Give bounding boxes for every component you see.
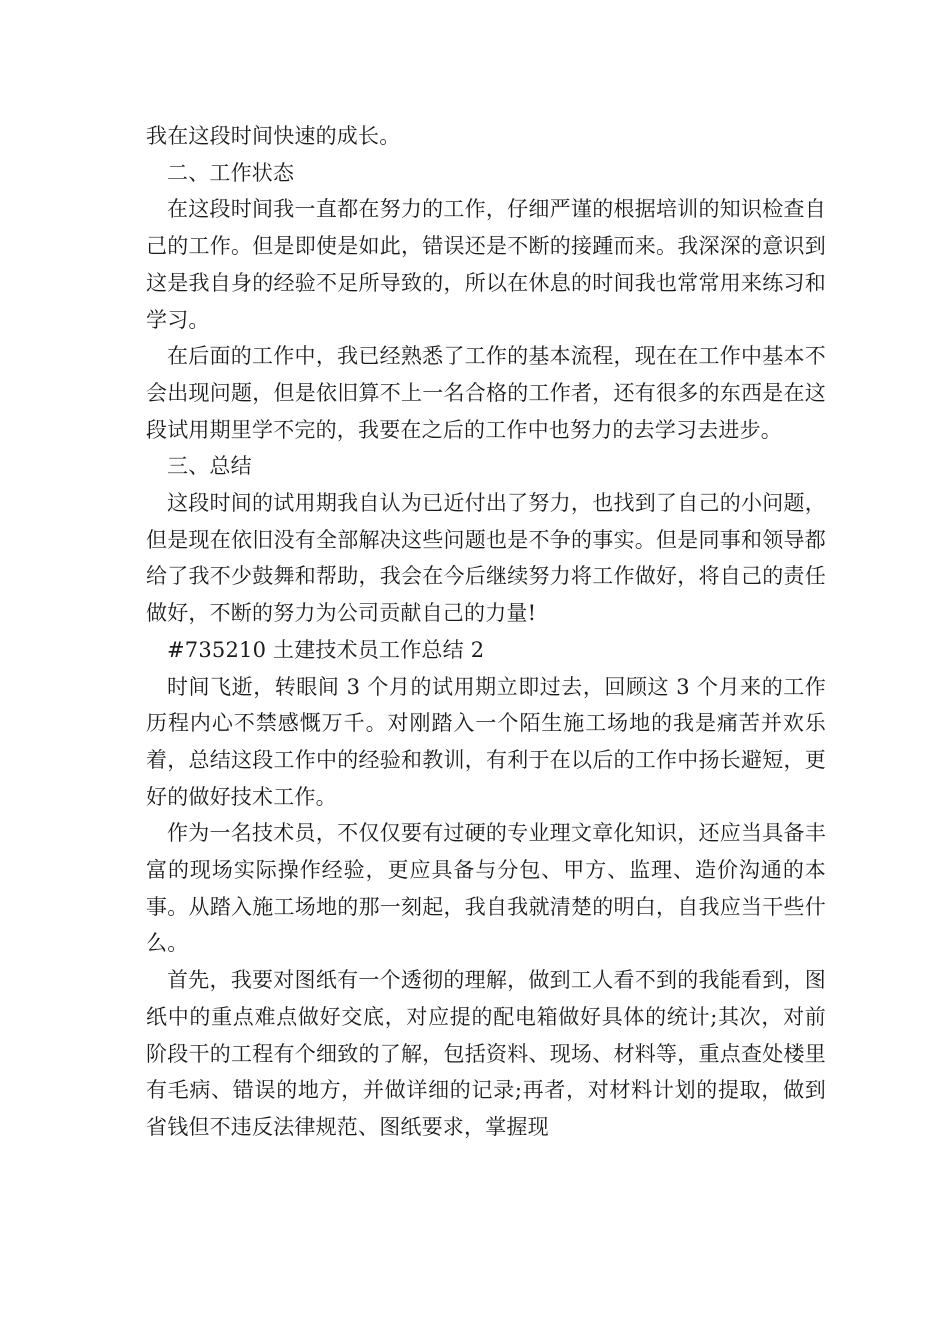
paragraph: 首先，我要对图纸有一个透彻的理解，做到工人看不到的我能看到，图纸中的重点难点做好交底，对应提的配电箱做好具体的统计;其次，对前阶段干的工程有个细致的了解，包括资料、现场、材料等，重点查处楼里有毛病、错误的地方，并做详细的记录;再者，对材料计划的提取，做到省钱但不违反法律规范、图纸要求，掌握现: [146, 968, 826, 1139]
paragraph: 作为一名技术员，不仅仅要有过硬的专业理文章化知识，还应当具备丰富的现场实际操作经验，更应具备与分包、甲方、监理、造价沟通的本事。从踏入施工场地的那一刻起，我自我就清楚的明白，自我应当干些什么。: [146, 821, 826, 956]
paragraph: 时间飞逝，转眼间 3 个月的试用期立即过去，回顾这 3 个月来的工作历程内心不禁感慨万千。对刚踏入一个陌生施工场地的我是痛苦并欢乐着，总结这段工作中的经验和教训，有利于在以后的工作中扬长避短，更好的做好技术工作。: [146, 674, 826, 809]
document-body: [146, 118, 826, 1146]
paragraph: 在这段时间我一直都在努力的工作，仔细严谨的根据培训的知识检查自己的工作。但是即使是如此，错误还是不断的接踵而来。我深深的意识到这是我自身的经验不足所导致的，所以在休息的时间我也常常用来练习和学习。: [146, 197, 826, 332]
paragraph-continuation: 我在这段时间快速的成长。: [146, 124, 401, 148]
section-heading-work-status: 二、工作状态: [167, 160, 295, 185]
section-heading-summary: 三、总结: [167, 454, 252, 479]
paragraph: 这段时间的试用期我自认为已近付出了努力，也找到了自己的小问题，但是现在依旧没有全部解决这些问题也是不争的事实。但是同事和领导都给了我不少鼓舞和帮助，我会在今后继续努力将工作做好，将自己的责任做好，不断的努力为公司贡献自己的力量!: [146, 491, 826, 626]
paragraph: 在后面的工作中，我已经熟悉了工作的基本流程，现在在工作中基本不会出现问题，但是依旧算不上一名合格的工作者，还有很多的东西是在这段试用期里学不完的，我要在之后的工作中也努力的去学习去进步。: [146, 344, 826, 442]
article-title: #735210 土建技术员工作总结 2: [167, 637, 485, 662]
